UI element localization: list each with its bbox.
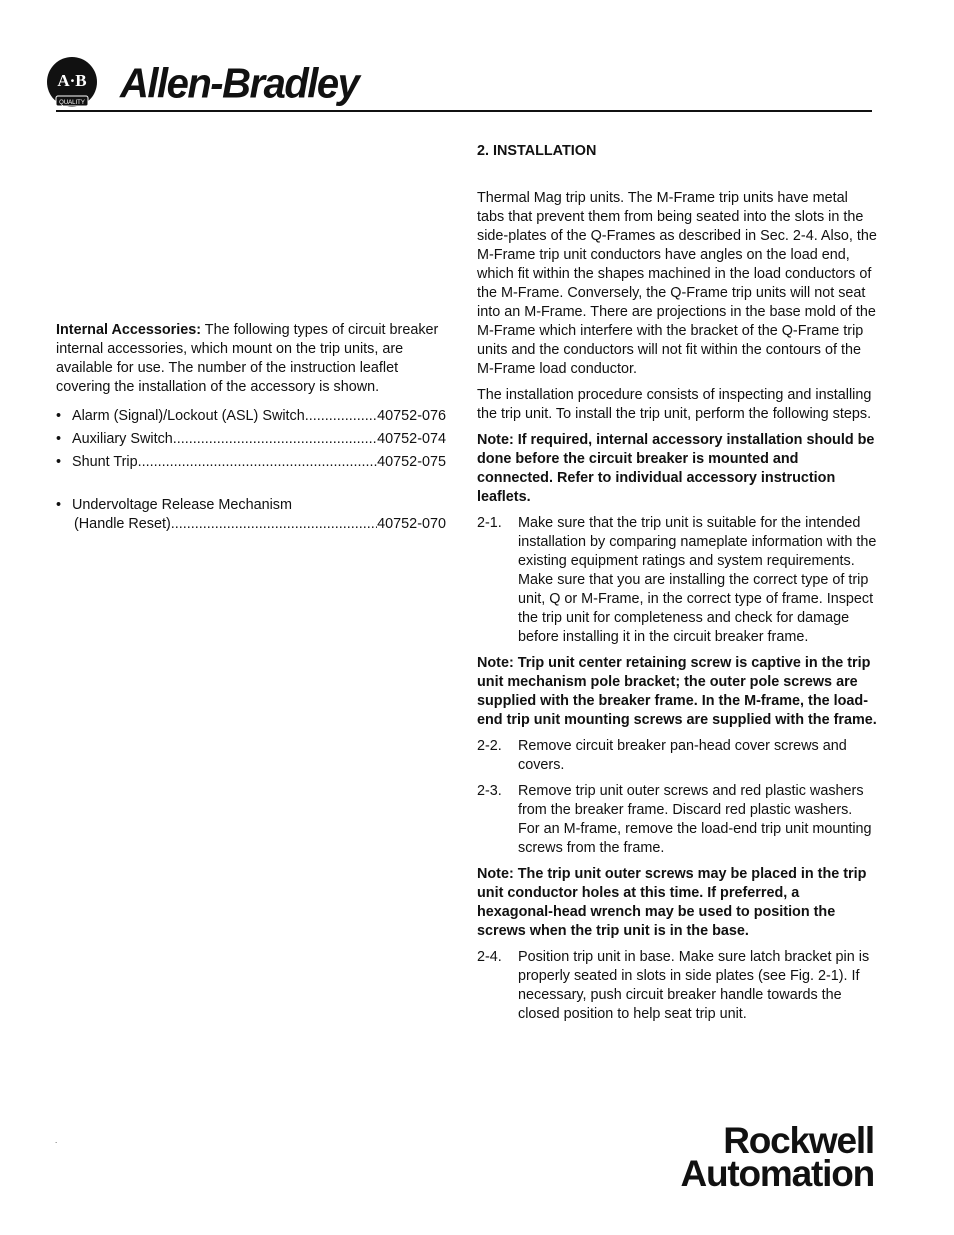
list-item xyxy=(56,496,446,534)
step xyxy=(477,514,877,647)
step-text: Remove trip unit outer screws and red plastic washers from the breaker frame. Discard red plastic washers. For an M-frame, remove the load-end trip unit mounting screws from the frame. xyxy=(518,783,872,856)
footer-mark: . xyxy=(55,1136,58,1145)
list-item xyxy=(56,430,446,449)
right-column xyxy=(477,142,877,1031)
step xyxy=(477,948,877,1024)
step-text: Position trip unit in base. Make sure latch bracket pin is properly seated in slots in side plates (see Fig. 2-1). If necessary, push circuit breaker handle towards the closed position to help seat trip unit. xyxy=(518,949,870,1022)
accessory-name: Auxiliary Switch xyxy=(72,431,173,447)
step-number: 2-2. xyxy=(477,738,502,754)
allen-bradley-logo xyxy=(44,56,100,112)
note: Note: If required, internal accessory installation should be done before the circuit breaker is mounted and connected. Refer to individual accessory instruction leaflets. xyxy=(477,432,875,505)
bullet: • xyxy=(56,408,62,424)
automation-line: Automation xyxy=(680,1153,874,1194)
paragraph: The installation procedure consists of inspecting and installing the trip unit. To install the trip unit, perform the following steps. xyxy=(477,387,872,422)
step-number: 2-3. xyxy=(477,783,502,799)
rockwell-line: Rockwell xyxy=(723,1120,874,1161)
leaflet-number: 40752-070 xyxy=(377,516,446,532)
accessories-label: Internal Accessories: xyxy=(56,322,202,338)
accessory-name: Shunt Trip xyxy=(72,454,138,470)
bullet: • xyxy=(56,497,62,513)
step-text: Remove circuit breaker pan-head cover screws and covers. xyxy=(518,738,847,773)
accessory-name-cont: (Handle Reset) xyxy=(74,516,171,532)
accessory-name: Alarm (Signal)/Lockout (ASL) Switch xyxy=(72,408,305,424)
step-text: Make sure that the trip unit is suitable for the intended installation by comparing nameplate information with the existing equipment ratings and system requirements. Make sure that you are installing the correct type of trip unit, Q or M-Frame, in the correct type of frame. Inspect the trip unit for completeness and check for damage before installing it in the circuit breaker frame. xyxy=(518,515,877,645)
rockwell-automation-logo xyxy=(624,1120,874,1194)
bullet: • xyxy=(56,454,62,470)
accessory-name: Undervoltage Release Mechanism xyxy=(72,497,292,513)
list-item xyxy=(56,407,446,426)
header-rule xyxy=(56,110,872,112)
step-number: 2-1. xyxy=(477,515,502,531)
note: Note: Trip unit center retaining screw is captive in the trip unit mechanism pole bracket; the outer pole screws are supplied with the breaker frame. In the M-frame, the load-end trip unit mounting screws are supplied with the frame. xyxy=(477,655,877,728)
bullet: • xyxy=(56,431,62,447)
section-heading: 2. INSTALLATION xyxy=(477,143,597,159)
brand-name: Allen-Bradley xyxy=(120,60,359,108)
accessories-intro-text: The following types of circuit breaker internal accessories, which mount on the trip units, are available for use. The number of the instruction leaflet covering the installation of the accessory is shown. xyxy=(56,322,439,395)
logo-text: A·B xyxy=(57,71,87,90)
left-column xyxy=(56,321,446,538)
accessory-list xyxy=(56,407,446,534)
logo-quality-text: QUALITY xyxy=(59,100,85,106)
leaflet-number: 40752-074 xyxy=(377,431,446,447)
list-item xyxy=(56,453,446,472)
step xyxy=(477,737,877,775)
leaflet-number: 40752-076 xyxy=(377,408,446,424)
note: Note: The trip unit outer screws may be placed in the trip unit conductor holes at this time. If preferred, a hexagonal-head wrench may be used to position the screws when the trip unit is in the base. xyxy=(477,866,867,939)
step-number: 2-4. xyxy=(477,949,502,965)
accessories-intro xyxy=(56,321,446,397)
step xyxy=(477,782,877,858)
paragraph: Thermal Mag trip units. The M-Frame trip units have metal tabs that prevent them from being seated into the slots in the side-plates of the Q-Frames as described in Sec. 2-4. Also, the M-Frame trip unit conductors have angles on the load end, which fit within the shapes machined in the load conductors of the M-Frame. Conversely, the Q-Frame trip units will not seat into an M-Frame. There are projections in the base mold of the M-Frame which interfere with the bracket of the Q-Frame trip units and the conductors will not fit within the contours of the M-Frame load conductor. xyxy=(477,190,877,377)
leaflet-number: 40752-075 xyxy=(377,454,446,470)
